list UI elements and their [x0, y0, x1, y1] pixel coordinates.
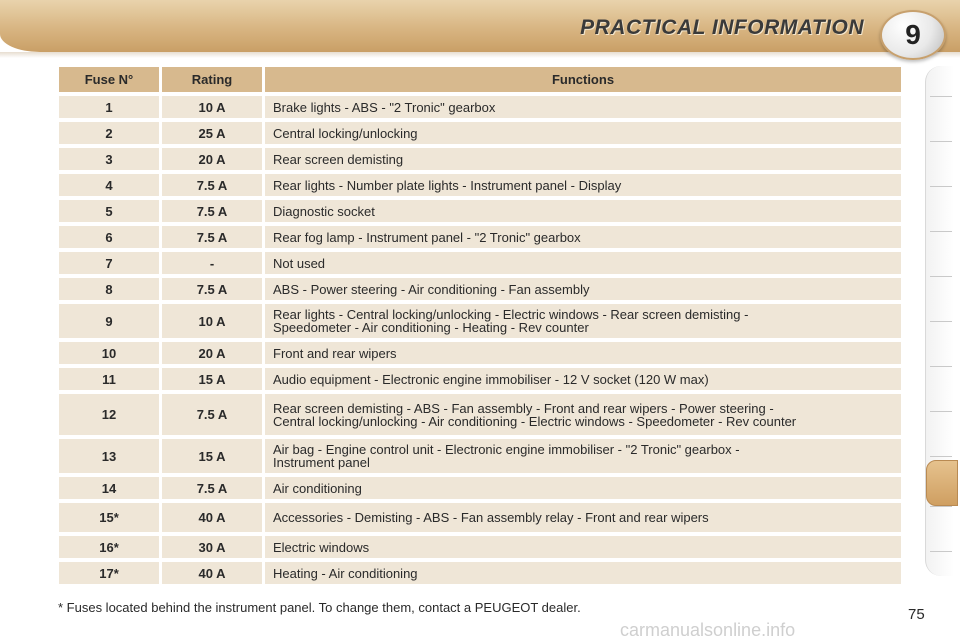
side-tab-divider	[930, 456, 952, 457]
fuse-rating: 20 A	[162, 342, 262, 364]
table-row	[59, 122, 901, 144]
fuse-functions-line: Instrument panel	[273, 455, 370, 470]
table-row	[59, 148, 901, 170]
fuse-number: 4	[59, 174, 159, 196]
fuse-rating: 15 A	[162, 439, 262, 473]
table-row	[59, 252, 901, 274]
footnote: * Fuses located behind the instrument panel. To change them, contact a PEUGEOT dealer.	[58, 600, 581, 615]
fuse-number: 6	[59, 226, 159, 248]
column-header-rating: Rating	[162, 67, 262, 92]
fuse-functions: Front and rear wipers	[265, 342, 901, 364]
fuse-functions-line: Central locking/unlocking - Air conditioning - Electric windows - Speedometer - Rev counter	[273, 413, 797, 429]
table-row	[59, 200, 901, 222]
fuse-rating: 7.5 A	[162, 174, 262, 196]
fuse-number: 15*	[59, 503, 159, 532]
fuse-functions: Air conditioning	[265, 477, 901, 499]
fuse-rating: 25 A	[162, 122, 262, 144]
fuse-number: 16*	[59, 536, 159, 558]
fuse-number: 1	[59, 96, 159, 118]
fuse-rating: -	[162, 252, 262, 274]
fuse-functions: Audio equipment - Electronic engine immobiliser - 12 V socket (120 W max)	[265, 368, 901, 390]
side-tab-divider	[930, 411, 952, 412]
side-tab-divider	[930, 276, 952, 277]
fuse-rating: 7.5 A	[162, 394, 262, 435]
fuse-functions-line: Air bag - Engine control unit - Electronic engine immobiliser - "2 Tronic" gearbox -	[273, 442, 740, 457]
fuse-functions: Rear screen demisting	[265, 148, 901, 170]
table-row	[59, 439, 901, 473]
table-row	[59, 368, 901, 390]
fuse-rating: 7.5 A	[162, 278, 262, 300]
table-row	[59, 394, 901, 435]
fuse-rating: 7.5 A	[162, 200, 262, 222]
side-tab-divider	[930, 366, 952, 367]
fuse-functions-line: Rear screen demisting - ABS - Fan assembly - Front and rear wipers - Power steering -	[273, 400, 774, 416]
table-row	[59, 96, 901, 118]
fuse-rating: 30 A	[162, 536, 262, 558]
column-header-functions: Functions	[265, 67, 901, 92]
chapter-badge: 9	[880, 10, 946, 60]
side-tab-divider	[930, 551, 952, 552]
table-row	[59, 503, 901, 532]
fuse-number: 3	[59, 148, 159, 170]
fuse-number: 10	[59, 342, 159, 364]
fuse-number: 14	[59, 477, 159, 499]
fuse-rating: 10 A	[162, 304, 262, 338]
fuse-functions-line: Speedometer - Air conditioning - Heating - Rev counter	[273, 320, 589, 335]
fuse-number: 9	[59, 304, 159, 338]
fuse-number: 13	[59, 439, 159, 473]
fuse-functions: Accessories - Demisting - ABS - Fan assembly relay - Front and rear wipers	[265, 503, 901, 532]
fuse-functions: Electric windows	[265, 536, 901, 558]
table-row	[59, 536, 901, 558]
table-row	[59, 226, 901, 248]
table-row	[59, 562, 901, 584]
fuse-rating: 7.5 A	[162, 477, 262, 499]
fuse-number: 5	[59, 200, 159, 222]
side-tab-divider	[930, 141, 952, 142]
fuse-functions: Central locking/unlocking	[265, 122, 901, 144]
fuse-functions	[265, 394, 901, 435]
fuse-rating: 10 A	[162, 96, 262, 118]
fuse-table	[56, 63, 904, 588]
watermark: carmanualsonline.info	[620, 620, 796, 640]
fuse-functions	[265, 304, 901, 338]
fuse-functions	[265, 439, 901, 473]
side-tab-active[interactable]	[926, 460, 958, 506]
fuse-functions: ABS - Power steering - Air conditioning - Fan assembly	[265, 278, 901, 300]
fuse-number: 2	[59, 122, 159, 144]
side-tab-divider	[930, 231, 952, 232]
column-header-fuse: Fuse N°	[59, 67, 159, 92]
page-title: PRACTICAL INFORMATION	[580, 16, 864, 39]
fuse-rating: 40 A	[162, 562, 262, 584]
side-tab-divider	[930, 186, 952, 187]
table-row	[59, 278, 901, 300]
fuse-functions: Rear lights - Number plate lights - Instrument panel - Display	[265, 174, 901, 196]
fuse-rating: 40 A	[162, 503, 262, 532]
fuse-number: 17*	[59, 562, 159, 584]
side-tab-divider	[930, 506, 952, 507]
fuse-rating: 20 A	[162, 148, 262, 170]
fuse-number: 11	[59, 368, 159, 390]
fuse-rating: 15 A	[162, 368, 262, 390]
table-row	[59, 342, 901, 364]
fuse-functions: Rear fog lamp - Instrument panel - "2 Tronic" gearbox	[265, 226, 901, 248]
fuse-functions: Brake lights - ABS - "2 Tronic" gearbox	[265, 96, 901, 118]
side-tab-divider	[930, 321, 952, 322]
fuse-functions-line: Rear lights - Central locking/unlocking - Electric windows - Rear screen demisting -	[273, 307, 749, 322]
side-tab-divider	[930, 96, 952, 97]
table-row	[59, 477, 901, 499]
fuse-number: 12	[59, 394, 159, 435]
page-number: 75	[908, 606, 925, 623]
fuse-functions: Not used	[265, 252, 901, 274]
fuse-functions: Heating - Air conditioning	[265, 562, 901, 584]
fuse-number: 7	[59, 252, 159, 274]
table-row	[59, 174, 901, 196]
table-header-row	[59, 67, 901, 92]
table-row	[59, 304, 901, 338]
fuse-rating: 7.5 A	[162, 226, 262, 248]
fuse-functions: Diagnostic socket	[265, 200, 901, 222]
fuse-number: 8	[59, 278, 159, 300]
